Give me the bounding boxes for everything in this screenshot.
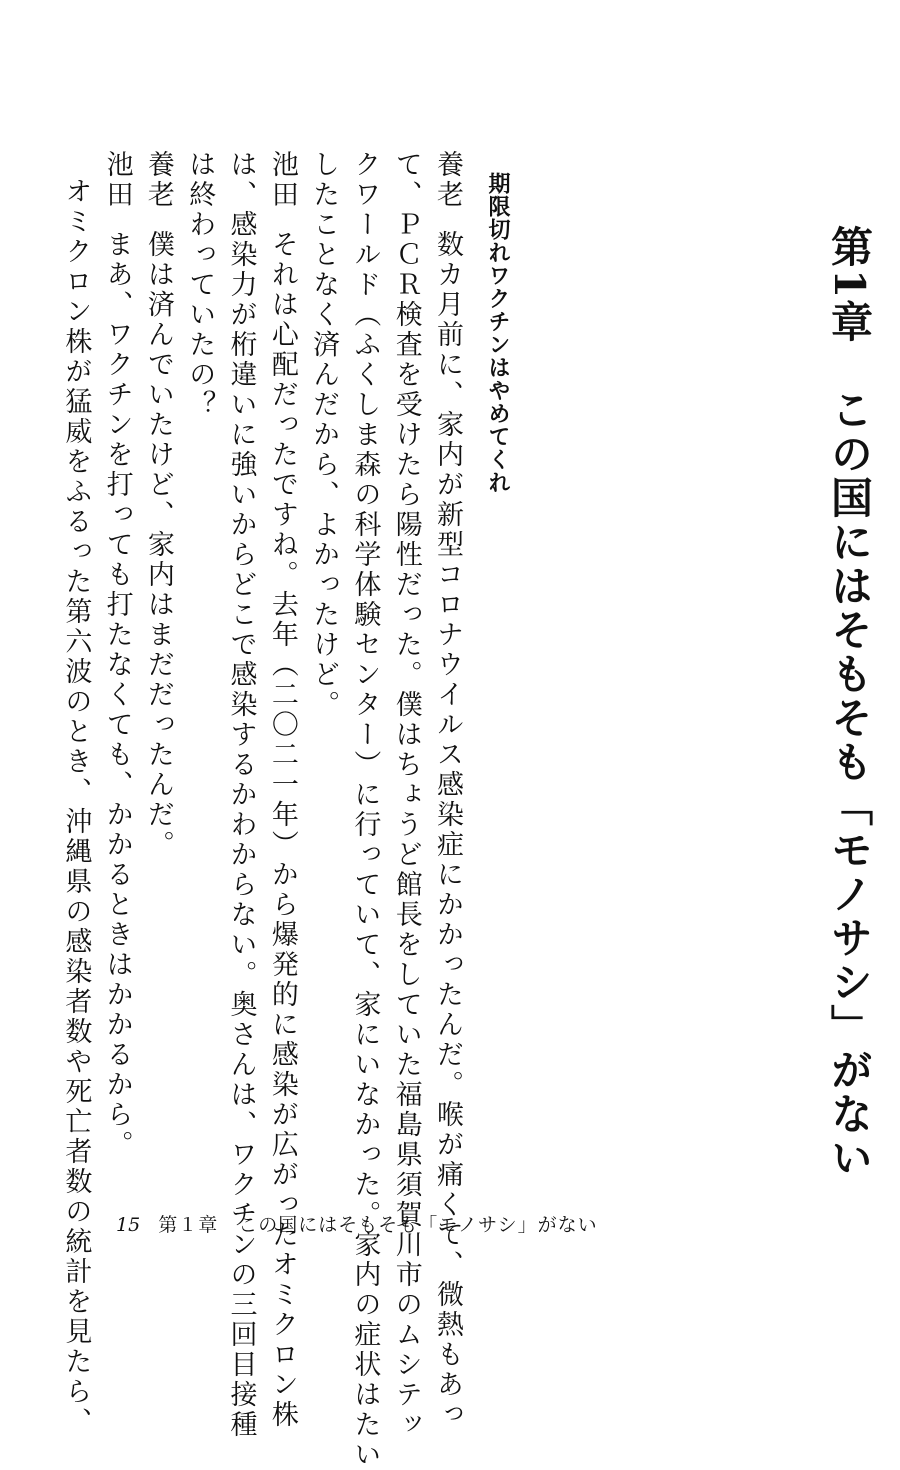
body-line (96, 150, 137, 1170)
line-text: て、ＰＣＲ検査を受けたら陽性だった。僕はちょうど館長をしていた福島県須賀川市のムシテッ (390, 150, 422, 1440)
line-text: まあ、ワクチンを打っても打たなくても、かかるときはかかるから。 (101, 230, 133, 1160)
body-line (220, 150, 261, 1440)
line-text: クワールド（ふくしま森の科学体験センター）に行っていて、家にいなかった。家内の症状はたい (349, 150, 381, 1470)
page-number: 15 (116, 1214, 141, 1236)
line-text: オミクロン株が猛威をふるった第六波のとき、沖縄県の感染者数や死亡者数の統計を見たら、 (60, 177, 92, 1437)
line-text: は、感染力が桁違いに強いからどこで感染するかわからない。奥さんは、ワクチンの三回目接種 (225, 150, 257, 1440)
body-line (303, 150, 344, 1170)
body-line (427, 150, 468, 1430)
speaker-label: 養老 (142, 150, 174, 210)
line-text: は終わっていたの？ (184, 150, 216, 420)
chapter-title: 第1章 この国にはそもそも「モノサシ」がない (825, 225, 874, 1181)
speaker-label: 養老 (432, 150, 463, 210)
speaker-label: 池田 (101, 150, 133, 210)
line-text: したことなく済んだから、よかったけど。 (308, 150, 340, 720)
running-head: 第１章 この国にはそもそも「モノサシ」がない (158, 1214, 598, 1236)
body-line (179, 150, 220, 1170)
speaker-label: 池田 (266, 150, 298, 210)
page-footer (116, 1210, 816, 1237)
body-line (138, 150, 179, 1170)
body-line (262, 150, 303, 1430)
section-heading: 期限切れワクチンはやめてくれ (485, 172, 510, 494)
line-text: それは心配だったですね。去年（二〇二一年）から爆発的に感染が広がったオミクロン株 (266, 230, 298, 1430)
body-line (344, 150, 385, 1470)
body-line (55, 150, 96, 1437)
body-line (385, 150, 426, 1440)
line-text: 僕は済んでいたけど、家内はまだだったんだ。 (142, 230, 174, 860)
line-text: 数カ月前に、家内が新型コロナウイルス感染症にかかったんだ。喉が痛くて、微熱もあっ (432, 230, 463, 1430)
